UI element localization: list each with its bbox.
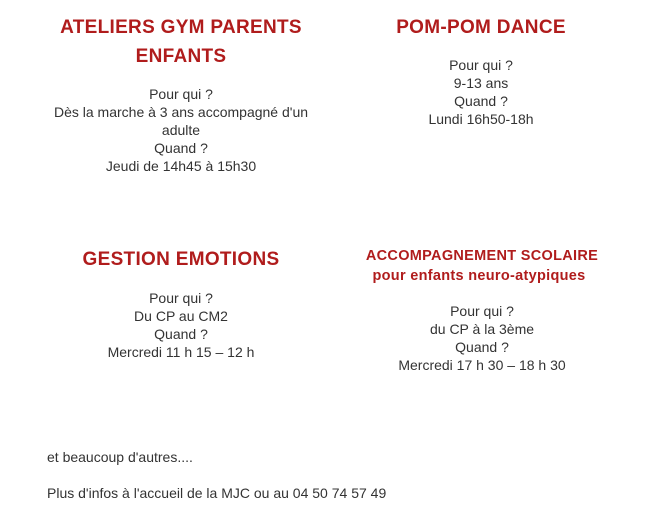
schedule-text: Lundi 16h50-18h xyxy=(428,111,534,127)
schedule-text: Mercredi 17 h 30 – 18 h 30 xyxy=(398,357,566,373)
activity-accompagnement-scolaire xyxy=(340,246,624,374)
pour-qui-label: Pour qui ? xyxy=(449,57,513,73)
activity-gestion-emotions xyxy=(30,245,332,361)
activity-pom-pom-dance xyxy=(360,13,602,128)
quand-label: Quand ? xyxy=(154,140,208,156)
activity-details xyxy=(340,302,624,374)
activity-details xyxy=(30,289,332,361)
activity-title: ACCOMPAGNEMENT SCOLAIRE xyxy=(365,248,599,264)
activity-details xyxy=(30,85,332,175)
schedule-text: Jeudi de 14h45 à 15h30 xyxy=(105,158,257,174)
quand-label: Quand ? xyxy=(454,93,508,109)
pour-qui-label: Pour qui ? xyxy=(149,86,213,102)
footer-more-text: et beaucoup d'autres.... xyxy=(47,449,193,465)
pour-qui-label: Pour qui ? xyxy=(450,303,514,319)
audience-text: Dès la marche à 3 ans accompagné d'un xyxy=(53,104,309,120)
quand-label: Quand ? xyxy=(154,326,208,342)
activity-title: POM-POM DANCE xyxy=(396,17,566,38)
activity-title: ATELIERS GYM PARENTS ENFANTS xyxy=(60,17,302,67)
audience-text-cont: adulte xyxy=(161,122,201,138)
activity-details xyxy=(360,56,602,128)
activity-gym-parents-enfants xyxy=(30,13,332,175)
pour-qui-label: Pour qui ? xyxy=(149,290,213,306)
footer-contact-info: Plus d'infos à l'accueil de la MJC ou au 04 50 74 57 49 xyxy=(47,485,387,501)
audience-text: Du CP au CM2 xyxy=(134,308,228,324)
audience-text: du CP à la 3ème xyxy=(429,321,535,337)
activity-subtitle: pour enfants neuro-atypiques xyxy=(372,268,586,284)
schedule-text: Mercredi 11 h 15 – 12 h xyxy=(107,344,255,360)
quand-label: Quand ? xyxy=(455,339,509,355)
activity-title: GESTION EMOTIONS xyxy=(82,249,280,270)
audience-text: 9-13 ans xyxy=(453,75,509,91)
